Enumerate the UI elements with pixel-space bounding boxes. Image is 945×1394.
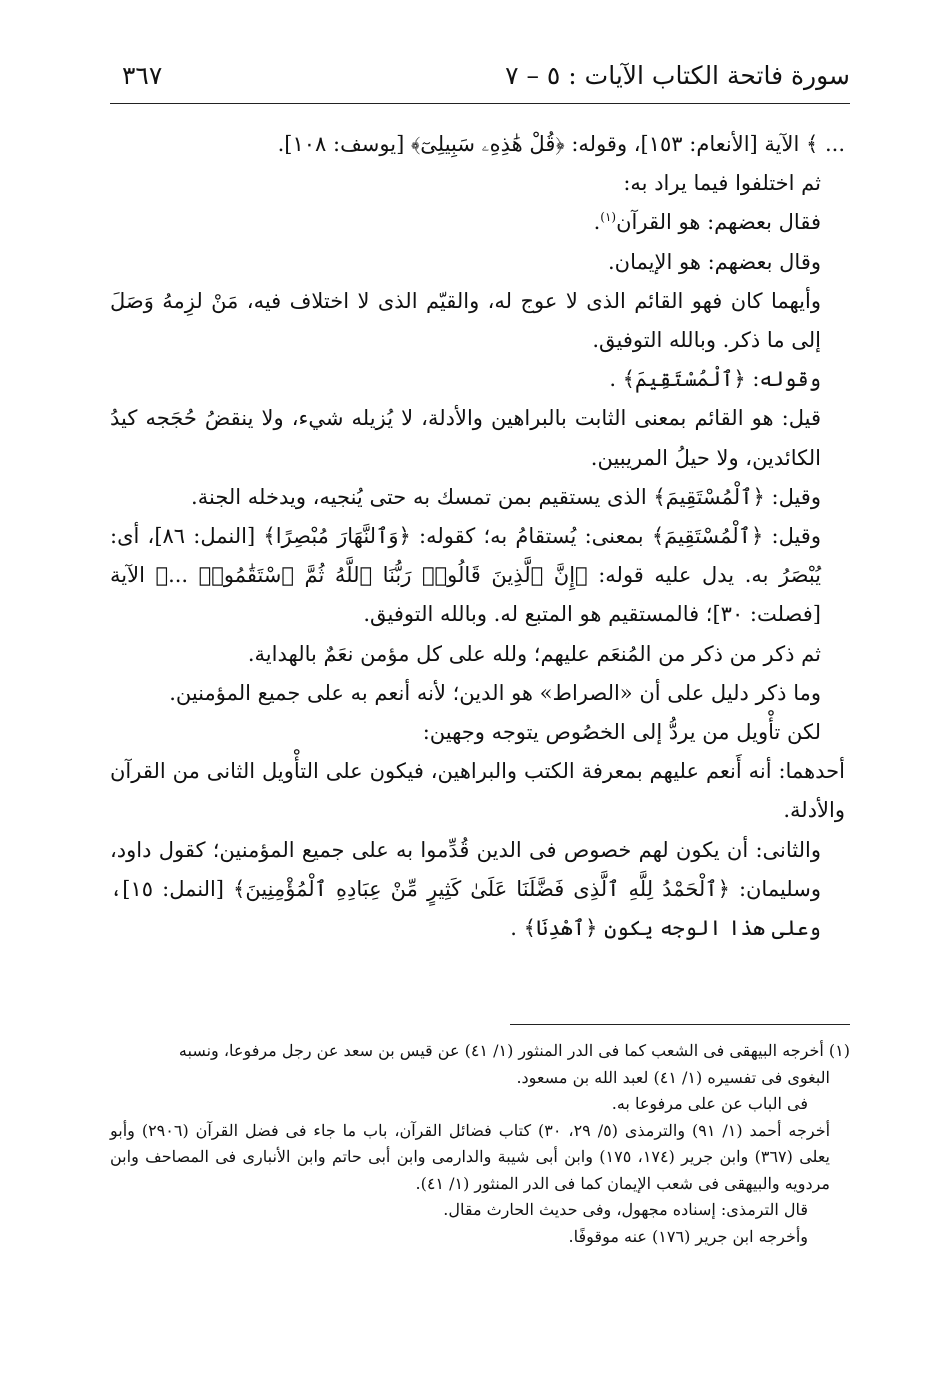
paragraph-second-aspect: والثانى: أن يكون لهم خصوص فى الدين قُدِّموا به على جميع المؤمنين؛ كقول داود، وسليمان: ﴿ٱلْحَمْدُ لِلَّهِ ٱلَّذِى فَضَّلَنَا عَلَىٰ كَثِيرٍ مِّنْ عِبَادِهِ ٱلْمُؤْمِنِينَ﴾ [النمل: ١٥]، وعلى هذا الوجه يكون ﴿ٱهْدِنَا﴾ . — [110, 837, 821, 941]
page-header — [110, 58, 850, 98]
header-rule — [110, 103, 850, 104]
quran-opinion-end: . — [593, 210, 601, 235]
paragraph-verse-refs: ... ﴾ الآية [الأنعام: ١٥٣]، وقوله: ﴿قُلْ هَٰذِهِۦ سَبِيلِىٓ﴾ [يوسف: ١٠٨]. — [277, 132, 845, 156]
paragraph-first-aspect: أحدهما: أنه أَنعم عليهم بمعرفة الكتب والبراهين، فيكون على التأْويل الثانى من القرآن والأدلة. — [110, 759, 845, 823]
main-text — [110, 125, 845, 948]
footnote-ref-1: (١) — [600, 210, 617, 225]
footnote-1-takhrij: أخرجه أحمد (١/ ٩١) والترمذى (٥/ ٢٩، ٣٠) كتاب فضائل القرآن، باب ما جاء فى فضل القرآن (٢٩٠٦) وأبو يعلى (٣٦٧) وابن جرير (١٧٤، ١٧٥) وابن أبى شيبة والدارمى وابن أبى حاتم وابن الأنبارى فى المصاحف وابن مردويه والبيهقى فى شعب الإيمان كما فى الدر المنثور (١/ ٤١). — [110, 1120, 831, 1193]
paragraph-qila-2: وقيل: ﴿ٱلْمُسْتَقِيمَ﴾ الذى يستقيم بمن تمسك به حتى يُنجيه، ويدخله الجنة. — [191, 484, 821, 509]
quran-opinion-text: فقال بعضهم: هو القرآن — [616, 210, 821, 235]
footnote-1-ibn-jarir: وأخرجه ابن جرير (١٧٦) عنه موقوفًا. — [568, 1226, 808, 1246]
paragraph-sirat: وما ذكر دليل على أن «الصراط» هو الدين؛ لأنه أنعم به على جميع المؤمنين. — [169, 680, 821, 705]
footnote-1-line: (١) أخرجه البيهقى فى الشعب كما فى الدر المنثور (١/ ٤١) عن قيس بن سعد عن رجل مرفوعا، ونسبه — [178, 1041, 850, 1060]
footnotes — [110, 1038, 850, 1250]
footnote-1-bab: فى الباب عن على مرفوعا به. — [611, 1094, 808, 1113]
paragraph-iman-opinion: وقال بعضهم: هو الإيمان. — [608, 249, 821, 274]
paragraph-disagreement: ثم اختلفوا فيما يراد به: — [623, 171, 821, 196]
paragraph-qila-3: وقيل: ﴿ٱلْمُسْتَقِيمَ﴾ بمعنى: يُستقامُ به؛ كقوله: ﴿وَٱلنَّهَارَ مُبْصِرًا﴾ [النمل: ٨٦]، أى: يُبْصَرُ به. يدل عليه قوله: ﴿إِنَّ ٱلَّذِينَ قَالُوا۟ رَبُّنَا ٱللَّهُ ثُمَّ ٱسْتَقَٰمُوا۟ ...﴾ الآية [فصلت: ٣٠]؛ فالمستقيم هو المتبع له. وبالله التوفيق. — [110, 524, 821, 627]
footnote-1-tirmidhi: قال الترمذى: إسناده مجهول، وفى حديث الحارث مقال. — [443, 1200, 808, 1219]
footnote-1-cont: البغوى فى تفسيره (١/ ٤١) لعبد الله بن مسعود. — [516, 1067, 830, 1087]
paragraph-quran-opinion — [110, 203, 845, 242]
running-title: سورة فاتحة الكتاب الآيات : ٥ – ٧ — [505, 61, 850, 90]
paragraph-khusus: لكن تأْويل من يردُّ إلى الخصُوص يتوجه وجهين: — [422, 720, 821, 745]
paragraph-qila-1: قيل: هو القائم بمعنى الثابت بالبراهين والأدلة، لا يُزيله شيء، ولا ينقضُ حُجَجه كيدُ الكائدين، ولا حيلُ المريبين. — [110, 406, 821, 470]
paragraph-mustaqim-word: وقوله: ﴿ٱلْمُسْتَقِيمَ﴾ . — [609, 367, 821, 392]
footnote-rule — [510, 1024, 850, 1025]
paragraph-either: وأيهما كان فهو القائم الذى لا عوج له، والقيّم الذى لا اختلاف فيه، مَنْ لزِمهُ وَصَلَ إلى ما ذكر. وبالله التوفيق. — [110, 288, 821, 353]
paragraph-mun-am: ثم ذكر من ذكر من المُنعَم عليهم؛ ولله على كل مؤمن نعَمٌ بالهداية. — [247, 641, 821, 666]
page-number: ٣٦٧ — [122, 61, 163, 90]
